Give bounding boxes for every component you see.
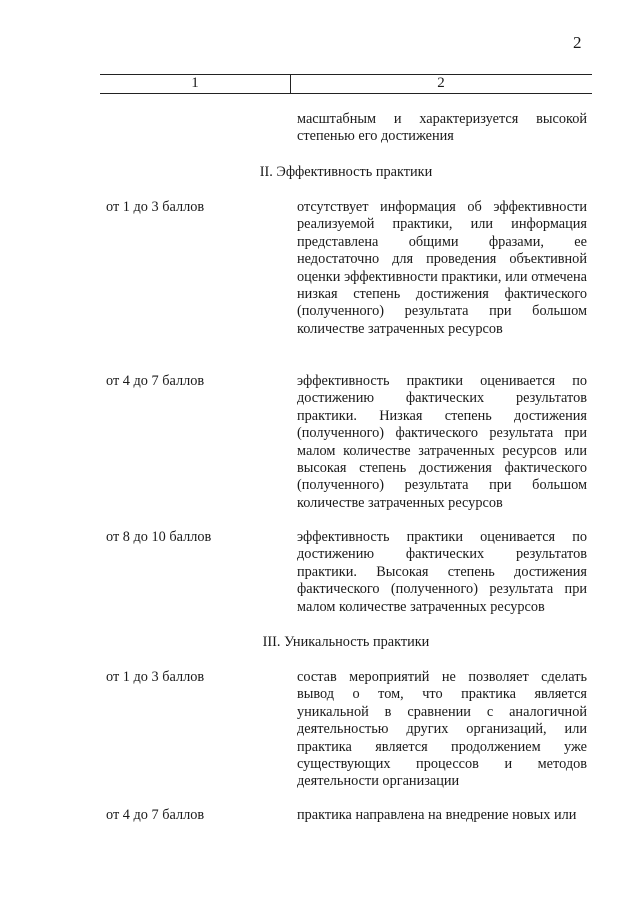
- score-label: от 1 до 3 баллов: [106, 199, 205, 215]
- score-label: от 4 до 7 баллов: [106, 373, 205, 389]
- score-description: эффективность практики оценивается по достижению фактических результатов практики. Высокая степень достижения фактического (полученного) результата при малом количестве затраченных ресурсов: [297, 529, 587, 615]
- table-header-col-2: 2: [437, 75, 445, 91]
- score-description: состав мероприятий не позволяет сделать вывод о том, что практика является уникальной в сравнении с аналогичной деятельностью других организаций, или практика является продолжением уже существующих процессов и методов деятельности организации: [297, 669, 587, 790]
- score-description: отсутствует информация об эффективности реализуемой практики, или информация представлена общими фразами, ее недостаточно для проведения объективной оценки эффективности практики, или отмечена низкая степень достижения фактического (полученного) результата при большом количестве затраченных ресурсов: [297, 199, 587, 337]
- score-description: эффективность практики оценивается по достижению фактических результатов практики. Низкая степень достижения (полученного) фактического результата при малом количестве затраченных ресурсов или высокая степень достижения фактического (полученного) результата при большом количестве затраченных ресурсов: [297, 373, 587, 511]
- page-number: 2: [573, 33, 582, 52]
- score-description: практика направлена на внедрение новых или: [297, 807, 577, 823]
- score-label: от 4 до 7 баллов: [106, 807, 205, 823]
- section-heading-uniqueness: III. Уникальность практики: [262, 634, 430, 650]
- table-header-col-1: 1: [191, 75, 199, 91]
- table-header: [100, 74, 592, 94]
- score-label: от 1 до 3 баллов: [106, 669, 205, 685]
- score-label: от 8 до 10 баллов: [106, 529, 212, 545]
- section-heading-efficiency: II. Эффективность практики: [259, 164, 433, 180]
- continuation-text: масштабным и характеризуется высокой степенью его достижения: [297, 111, 587, 145]
